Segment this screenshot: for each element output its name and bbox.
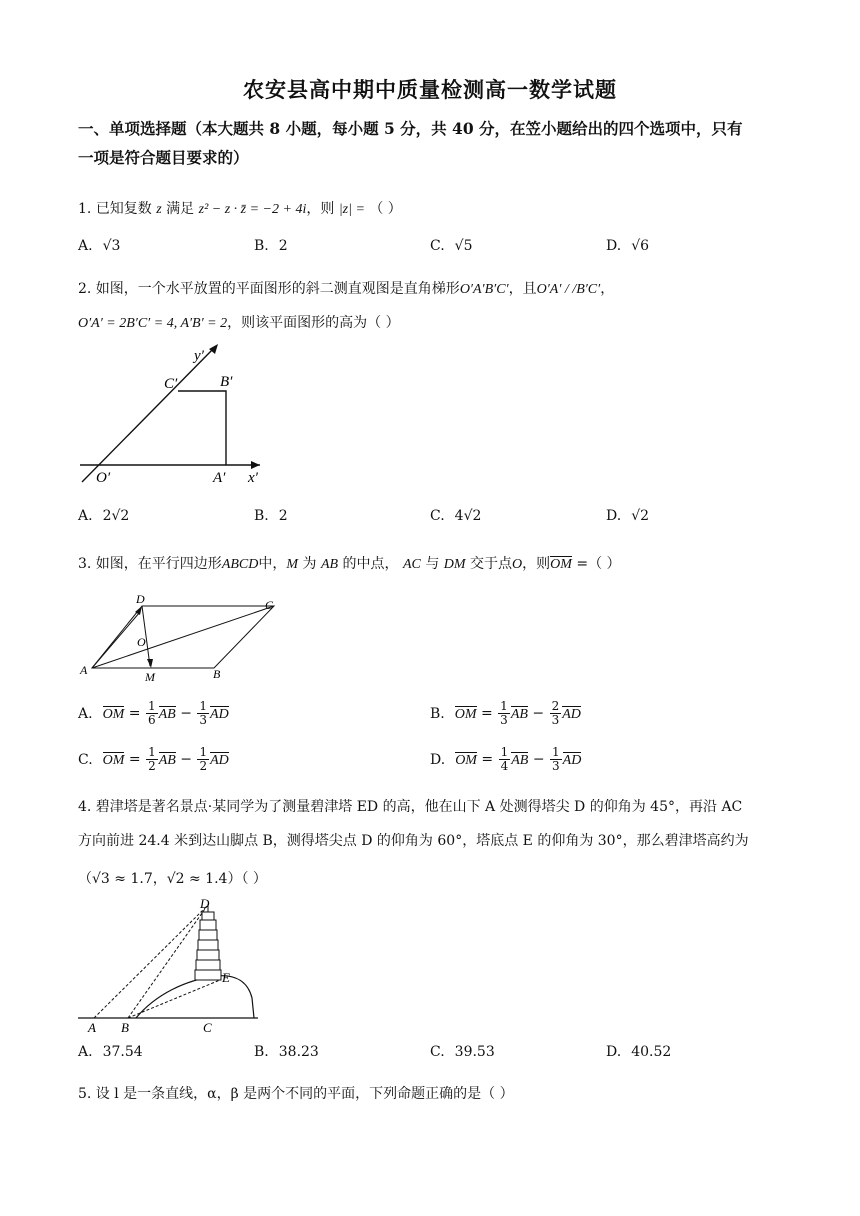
diagonal-ac xyxy=(92,606,274,668)
label-a: A′ xyxy=(213,470,226,486)
q1-paren: （ ） xyxy=(369,201,402,217)
q1-abs: |z| = xyxy=(338,202,365,217)
q2-figure xyxy=(70,340,270,490)
question-4-line-2: 方向前进 24.4 米到达山脚点 B，测得塔尖点 D 的仰角为 60°，塔底点 E 的仰角为 30°，那么碧津塔高约为 xyxy=(78,833,749,849)
question-3: 3. 如图，在平行四边形ABCD中，M 为 AB 的中点， AC 与 DM 交于点O，则OM =（ ） xyxy=(78,556,621,572)
label-y: y′ xyxy=(194,348,204,364)
q3-option-d[interactable]: D. OM = $\frac{1}{4}$ AB − $\frac{1}{3}$ AD xyxy=(430,745,582,773)
label-a: A xyxy=(80,663,88,677)
q3-option-b[interactable]: B. OM = $\frac{1}{3}$ AB − $\frac{2}{3}$ AD xyxy=(430,699,581,727)
q4-option-b[interactable]: B. 38.23 xyxy=(254,1044,319,1060)
y-axis xyxy=(82,346,216,482)
q2-option-a[interactable]: A. 2√2 xyxy=(78,508,130,524)
label-b: B xyxy=(213,667,221,681)
label-c: C′ xyxy=(164,376,178,392)
q1-number: 1. xyxy=(78,201,92,217)
section-header xyxy=(78,114,784,172)
q2-trapezoid: O′A′B′C′ xyxy=(459,282,509,297)
q1-equation: z² − z · z̄ = −2 + 4i xyxy=(198,202,307,217)
x-axis-arrow xyxy=(251,461,260,469)
label-m: M xyxy=(145,670,155,684)
hill xyxy=(136,976,254,1018)
q2-option-c[interactable]: C. 4√2 xyxy=(430,508,482,524)
q2-option-d[interactable]: D. √2 xyxy=(606,508,650,524)
q1-mid: 满足 xyxy=(166,201,195,217)
question-1 xyxy=(78,198,402,218)
label-b: B′ xyxy=(220,374,233,390)
q3-option-c[interactable]: C. OM = $\frac{1}{2}$ AB − $\frac{1}{2}$ AD xyxy=(78,745,229,773)
label-x: x′ xyxy=(248,470,258,486)
q1-option-a[interactable]: A. √3 xyxy=(78,238,121,254)
q1-z: z xyxy=(156,202,162,217)
q2-lengths: O′A′ = 2B′C′ = 4, A′B′ = 2 xyxy=(78,316,228,331)
label-b: B xyxy=(121,1020,129,1034)
label-o: O xyxy=(137,635,146,649)
label-d: D xyxy=(200,896,210,911)
label-c: C xyxy=(265,598,274,612)
label-a: A xyxy=(88,1020,96,1034)
question-5: 5. 设 l 是一条直线，α，β 是两个不同的平面，下列命题正确的是（ ） xyxy=(78,1086,514,1102)
q4-option-d[interactable]: D. 40.52 xyxy=(606,1044,672,1060)
label-o: O′ xyxy=(96,470,111,486)
label-d: D xyxy=(136,592,145,606)
q1-option-b[interactable]: B. 2 xyxy=(254,238,288,254)
trapezoid-edges xyxy=(178,391,226,465)
q1-option-d[interactable]: D. √6 xyxy=(606,238,650,254)
label-e: E xyxy=(222,970,230,985)
q3-vector-om: OM xyxy=(550,557,572,572)
arrow-m xyxy=(147,659,153,668)
q1-comma: ，则 xyxy=(306,201,335,217)
section-header-line-1: 一、单项选择题（本大题共 8 小题，每小题 5 分，共 40 分，在笠小题给出的四个选项中，只有 xyxy=(78,119,743,138)
q3-option-a[interactable]: A. OM = $\frac{1}{6}$ AB − $\frac{1}{3}$ AD xyxy=(78,699,229,727)
q2-parallel: O′A′ / /B′C′ xyxy=(536,282,601,297)
sightline-a-d xyxy=(94,906,207,1018)
q1-pre: 已知复数 xyxy=(95,201,152,217)
label-c: C xyxy=(203,1020,212,1034)
q4-option-c[interactable]: C. 39.53 xyxy=(430,1044,495,1060)
question-4-line-1: 4. 碧津塔是著名景点·某同学为了测量碧津塔 ED 的高，他在山下 A 处测得塔尖 D 的仰角为 45°，再沿 AC xyxy=(78,799,743,815)
q1-option-c[interactable]: C. √5 xyxy=(430,238,473,254)
question-2-line-1: 2. 如图，一个水平放置的平面图形的斜二测直观图是直角梯形O′A′B′C′，且O′A′ / /B′C′， xyxy=(78,281,615,297)
question-4-line-3: （√3 ≈ 1.7，√2 ≈ 1.4）（ ） xyxy=(78,871,267,887)
q4-figure xyxy=(76,894,266,1034)
section-header-line-2: 一项是符合题目要求的） xyxy=(78,148,249,167)
q4-option-a[interactable]: A. 37.54 xyxy=(78,1044,143,1060)
page-title: 农安县高中期中质量检测高一数学试题 xyxy=(243,77,617,102)
question-2-line-2: O′A′ = 2B′C′ = 4, A′B′ = 2，则该平面图形的高为（ ） xyxy=(78,315,400,331)
q2-option-b[interactable]: B. 2 xyxy=(254,508,288,524)
q3-figure xyxy=(76,590,286,685)
pagoda xyxy=(195,904,221,980)
